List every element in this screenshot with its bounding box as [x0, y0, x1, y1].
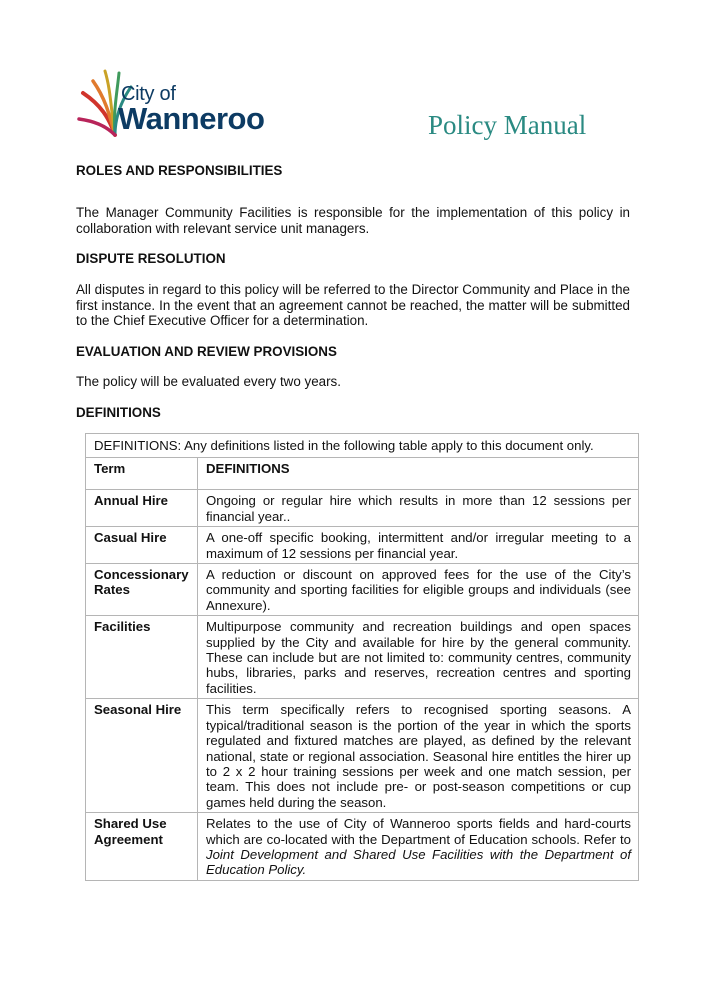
- column-header-definitions: DEFINITIONS: [198, 458, 639, 490]
- term-cell: Annual Hire: [86, 490, 198, 527]
- term-cell: Casual Hire: [86, 527, 198, 564]
- table-caption: DEFINITIONS: Any definitions listed in the following table apply to this document only.: [86, 434, 639, 458]
- definition-cell: This term specifically refers to recognised sporting seasons. A typical/traditional season is the portion of the year in which the sports regulated and fixtured matches are played, as defined by the relevant national, state or regional association. Seasonal hire entitles the hirer up to 2 x 2 hour training sessions per week and one match session, per team. This does not include pre- or post-season competitions or cup games held during the season.: [198, 699, 639, 813]
- policy-manual-title: Policy Manual: [428, 110, 587, 140]
- logo-text-wanneroo: Wanneroo: [118, 101, 265, 136]
- table-header-row: [86, 458, 639, 490]
- definition-cell: Ongoing or regular hire which results in more than 12 sessions per financial year..: [198, 490, 639, 527]
- definition-cell: [198, 813, 639, 881]
- column-header-term: Term: [86, 458, 198, 490]
- roles-heading: ROLES AND RESPONSIBILITIES: [76, 163, 283, 178]
- definitions-heading: DEFINITIONS: [76, 405, 161, 420]
- table-row: [86, 564, 639, 616]
- table-caption-row: [86, 434, 639, 458]
- table-row: [86, 490, 639, 527]
- table-row: [86, 699, 639, 813]
- city-logo: [75, 63, 290, 143]
- definition-cell: Multipurpose community and recreation buildings and open spaces supplied by the City and available for hire by the general community. These can include but are not limited to: community centres, community hubs, libraries, parks and reserves, recreation centres and sporting facilities.: [198, 616, 639, 699]
- definitions-table: [85, 433, 639, 881]
- term-cell: Concessionary Rates: [86, 564, 198, 616]
- table-row: [86, 616, 639, 699]
- evaluation-heading: EVALUATION AND REVIEW PROVISIONS: [76, 344, 337, 359]
- term-cell: Seasonal Hire: [86, 699, 198, 813]
- definition-cell: A one-off specific booking, intermittent and/or irregular meeting to a maximum of 12 sessions per financial year.: [198, 527, 639, 564]
- roles-paragraph: The Manager Community Facilities is responsible for the implementation of this policy in collaboration with relevant service unit managers.: [76, 205, 630, 236]
- table-row: [86, 813, 639, 881]
- term-cell: Facilities: [86, 616, 198, 699]
- table-row: [86, 527, 639, 564]
- logo-text-city-of: City of: [121, 83, 176, 105]
- dispute-heading: DISPUTE RESOLUTION: [76, 251, 226, 266]
- dispute-paragraph: All disputes in regard to this policy will be referred to the Director Community and Place in the first instance. In the event that an agreement cannot be reached, the matter will be submitted to the Chief Executive Officer for a determination.: [76, 282, 630, 328]
- evaluation-paragraph: The policy will be evaluated every two years.: [76, 374, 341, 389]
- definition-cell: A reduction or discount on approved fees for the use of the City’s community and sporting facilities for eligible groups and individuals (see Annexure).: [198, 564, 639, 616]
- definition-text: Relates to the use of City of Wanneroo sports fields and hard-courts which are co-located with the Department of Education schools. Refer to: [206, 816, 631, 847]
- policy-reference: Joint Development and Shared Use Facilities with the Department of Education Policy.: [206, 846, 631, 878]
- term-cell: Shared Use Agreement: [86, 813, 198, 881]
